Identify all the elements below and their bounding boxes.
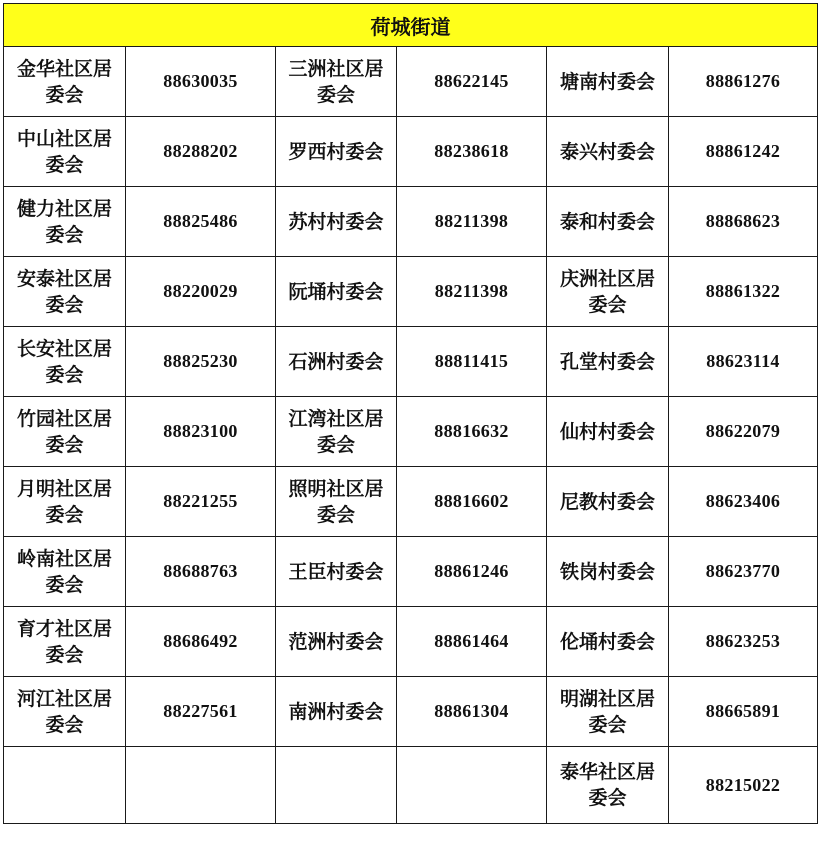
table-row <box>4 467 818 537</box>
org-name-cell <box>4 397 126 467</box>
org-name: 安泰社区居委会 <box>16 267 112 316</box>
phone-number: 88238618 <box>397 117 547 187</box>
org-name: 石洲村委会 <box>288 350 384 373</box>
org-name-cell <box>276 467 397 537</box>
org-name: 伦埇村委会 <box>559 630 655 653</box>
phone-number: 88623406 <box>669 467 818 537</box>
org-name-cell <box>547 537 669 607</box>
table-row <box>4 397 818 467</box>
phone-number: 88288202 <box>126 117 276 187</box>
phone-number: 88688763 <box>126 537 276 607</box>
org-name: 孔堂村委会 <box>559 350 655 373</box>
phone-number: 88686492 <box>126 607 276 677</box>
phone-number: 88623770 <box>669 537 818 607</box>
phone-number: 88211398 <box>397 257 547 327</box>
phone-number <box>397 747 547 824</box>
table-row <box>4 47 818 117</box>
org-name: 苏村村委会 <box>288 210 384 233</box>
org-name-cell <box>276 257 397 327</box>
phone-number: 88861322 <box>669 257 818 327</box>
org-name-cell <box>4 467 126 537</box>
phone-number: 88861464 <box>397 607 547 677</box>
phone-number: 88861246 <box>397 537 547 607</box>
org-name: 王臣村委会 <box>288 560 384 583</box>
phone-number: 88816602 <box>397 467 547 537</box>
table-row <box>4 677 818 747</box>
org-name: 尼教村委会 <box>559 490 655 513</box>
phone-number: 88227561 <box>126 677 276 747</box>
org-name-cell <box>276 47 397 117</box>
table-row <box>4 117 818 187</box>
org-name-cell <box>276 607 397 677</box>
org-name: 育才社区居委会 <box>16 617 112 666</box>
org-name: 庆洲社区居委会 <box>559 267 655 316</box>
org-name-cell <box>547 117 669 187</box>
org-name-cell <box>4 747 126 824</box>
table-row <box>4 747 818 824</box>
org-name: 竹园社区居委会 <box>16 407 112 456</box>
table-row <box>4 327 818 397</box>
phone-number: 88825486 <box>126 187 276 257</box>
phone-number: 88861276 <box>669 47 818 117</box>
phone-number: 88825230 <box>126 327 276 397</box>
org-name-cell <box>547 747 669 824</box>
phone-number: 88665891 <box>669 677 818 747</box>
phone-number: 88622079 <box>669 397 818 467</box>
org-name: 中山社区居委会 <box>16 127 112 176</box>
org-name-cell <box>547 257 669 327</box>
org-name-cell <box>547 467 669 537</box>
org-name-cell <box>547 677 669 747</box>
table-row <box>4 257 818 327</box>
directory-table <box>3 3 818 824</box>
org-name-cell <box>4 607 126 677</box>
org-name-cell <box>276 677 397 747</box>
org-name-cell <box>4 187 126 257</box>
org-name-cell <box>547 327 669 397</box>
phone-number: 88623114 <box>669 327 818 397</box>
table-title: 荷城街道 <box>370 14 451 39</box>
phone-number: 88811415 <box>397 327 547 397</box>
phone-number: 88211398 <box>397 187 547 257</box>
phone-number <box>126 747 276 824</box>
org-name: 江湾社区居委会 <box>288 407 384 456</box>
org-name-cell <box>4 47 126 117</box>
phone-number: 88816632 <box>397 397 547 467</box>
phone-number: 88861304 <box>397 677 547 747</box>
org-name-cell <box>276 187 397 257</box>
org-name-cell <box>4 677 126 747</box>
org-name-cell <box>276 397 397 467</box>
org-name: 阮埇村委会 <box>288 280 384 303</box>
org-name: 金华社区居委会 <box>16 57 112 106</box>
org-name: 罗西村委会 <box>288 140 384 163</box>
title-cell <box>4 4 818 47</box>
org-name: 塘南村委会 <box>559 70 655 93</box>
directory-body <box>4 4 818 824</box>
org-name: 三洲社区居委会 <box>288 57 384 106</box>
org-name-cell <box>4 537 126 607</box>
table-row <box>4 187 818 257</box>
org-name: 明湖社区居委会 <box>559 687 655 736</box>
org-name: 月明社区居委会 <box>16 477 112 526</box>
phone-number: 88220029 <box>126 257 276 327</box>
org-name-cell <box>547 607 669 677</box>
table-row <box>4 607 818 677</box>
org-name: 泰兴村委会 <box>559 140 655 163</box>
org-name-cell <box>547 187 669 257</box>
org-name: 范洲村委会 <box>288 630 384 653</box>
org-name-cell <box>276 327 397 397</box>
org-name: 泰和村委会 <box>559 210 655 233</box>
org-name: 南洲村委会 <box>288 700 384 723</box>
phone-number: 88622145 <box>397 47 547 117</box>
org-name: 长安社区居委会 <box>16 337 112 386</box>
org-name: 铁岗村委会 <box>559 560 655 583</box>
title-row <box>4 4 818 47</box>
org-name-cell <box>4 117 126 187</box>
org-name: 河江社区居委会 <box>16 687 112 736</box>
org-name: 健力社区居委会 <box>16 197 112 246</box>
org-name-cell <box>276 537 397 607</box>
phone-number: 88861242 <box>669 117 818 187</box>
org-name: 泰华社区居委会 <box>559 761 655 809</box>
org-name-cell <box>547 47 669 117</box>
org-name: 照明社区居委会 <box>288 477 384 526</box>
org-name-cell <box>4 257 126 327</box>
phone-number: 88623253 <box>669 607 818 677</box>
org-name-cell <box>276 117 397 187</box>
org-name-cell <box>547 397 669 467</box>
org-name-cell <box>4 327 126 397</box>
phone-number: 88823100 <box>126 397 276 467</box>
table-row <box>4 537 818 607</box>
org-name: 岭南社区居委会 <box>16 547 112 596</box>
phone-number: 88221255 <box>126 467 276 537</box>
phone-number: 88215022 <box>669 747 818 824</box>
phone-number: 88630035 <box>126 47 276 117</box>
org-name-cell <box>276 747 397 824</box>
org-name: 仙村村委会 <box>559 420 655 443</box>
phone-number: 88868623 <box>669 187 818 257</box>
